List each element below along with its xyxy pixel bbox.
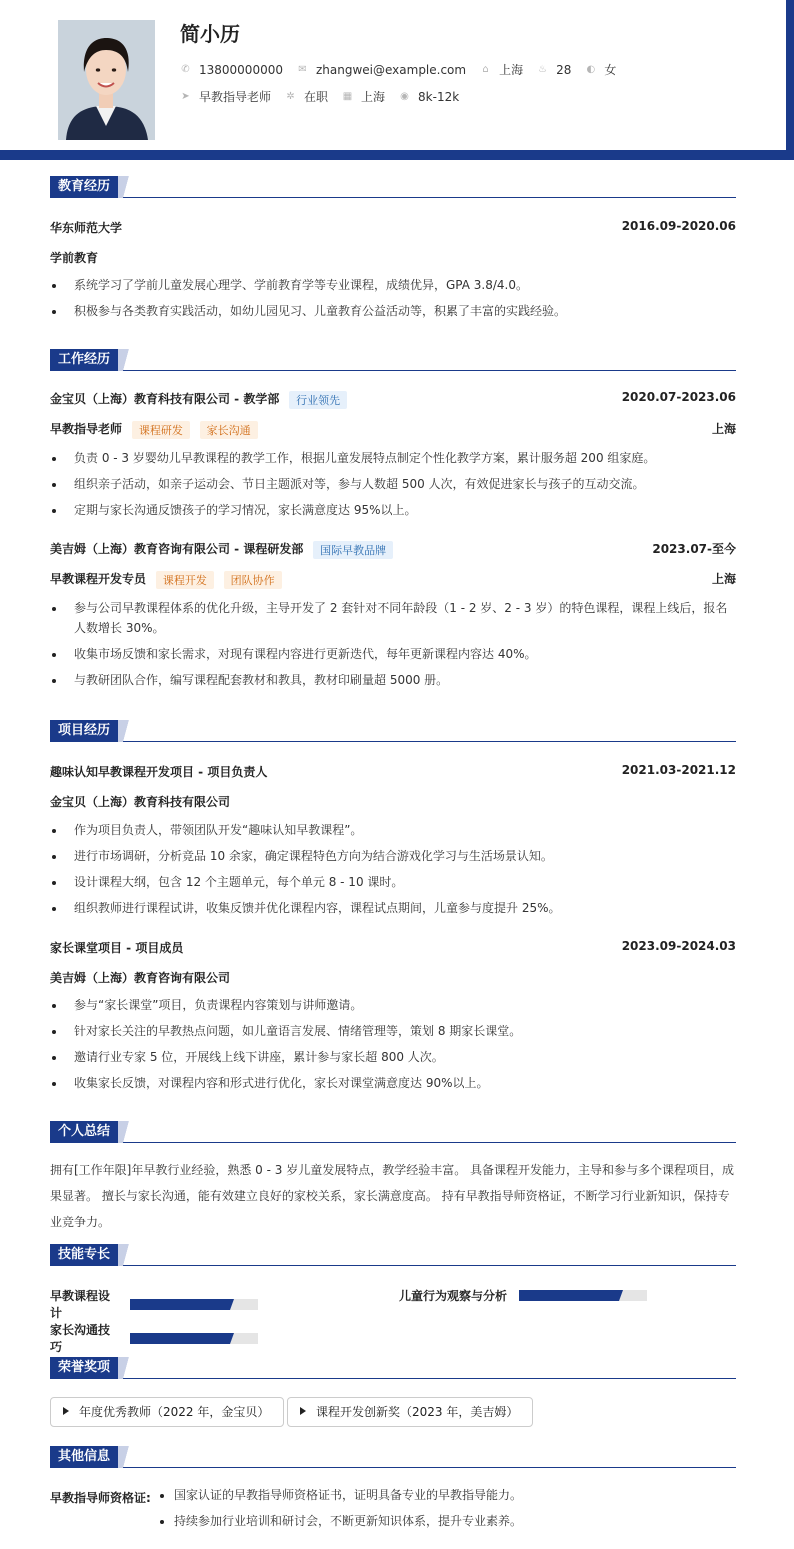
skill-tag: 家长沟通: [200, 421, 258, 439]
list-item: 参与“家长课堂”项目，负责课程内容策划与讲师邀请。: [50, 995, 736, 1015]
status-value: 在职: [304, 90, 329, 104]
section-title-decoration: [118, 720, 136, 742]
skill-name: 儿童行为观察与分析: [399, 1289, 508, 1303]
list-item: 持续参加行业培训和研讨会，不断更新知识体系，提升专业素养。: [158, 1511, 736, 1531]
section-summary: [50, 1121, 736, 1143]
skill-tag: 课程开发: [156, 571, 214, 589]
list-item: 针对家长关注的早教热点问题，如儿童语言发展、情绪管理等，策划 8 期家长课堂。: [50, 1021, 736, 1041]
list-item: 设计课程大纲，包含 12 个主题单元，每个单元 8 - 10 课时。: [50, 872, 736, 892]
project-2-header: [50, 939, 736, 956]
resume-name: 简小历: [180, 22, 240, 46]
education-major-row: [50, 249, 736, 266]
section-education: [50, 176, 736, 198]
phone-value: 13800000000: [199, 62, 283, 77]
list-item: 进行市场调研，分析竞品 10 余家，确定课程特色方向为结合游戏化学习与生活场景认知。: [50, 846, 736, 866]
company-name: 金宝贝（上海）教育科技有限公司 - 教学部: [50, 392, 280, 406]
award-item: [287, 1397, 533, 1427]
company-badge: 行业领先: [289, 391, 347, 409]
project-period: 2021.03-2021.12: [621, 763, 736, 777]
list-item: 定期与家长沟通反馈孩子的学习情况，家长满意度达 95%以上。: [50, 500, 736, 520]
list-item: 组织亲子活动，如亲子运动会、节日主题派对等，参与人数超 500 人次，有效促进家长与孩子的互动交流。: [50, 474, 736, 494]
certificate-label: 早教指导师资格证:: [50, 1491, 151, 1505]
age-value: 28: [556, 62, 572, 77]
section-title: 工作经历: [50, 349, 118, 371]
section-title-decoration: [118, 1446, 136, 1468]
mail-icon: ✉: [298, 64, 307, 75]
triangle-icon: [300, 1407, 306, 1415]
skill-bar-fill: [130, 1333, 230, 1344]
section-title-decoration: [118, 1357, 136, 1379]
list-item: 收集家长反馈，对课程内容和形式进行优化，家长对课堂满意度达 90%以上。: [50, 1073, 736, 1093]
list-item: 系统学习了学前儿童发展心理学、学前教育学等专业课程，成绩优异，GPA 3.8/4.0。: [50, 275, 736, 295]
section-title-decoration: [118, 1121, 136, 1143]
project-period: 2023.09-2024.03: [621, 939, 736, 953]
avatar: [58, 20, 155, 140]
section-title: 技能专长: [50, 1244, 118, 1266]
salary: [399, 90, 459, 104]
work-period: 2020.07-2023.06: [621, 390, 736, 404]
company-name: 美吉姆（上海）教育咨询有限公司 - 课程研发部: [50, 542, 304, 556]
school-name: 华东师范大学: [50, 221, 123, 235]
work-2-bullets: [50, 598, 736, 696]
list-item: 参与公司早教课程体系的优化升级，主导开发了 2 套针对不同年龄段（1 - 2 岁、2 - 3 岁）的特色课程，课程上线后，报名人数增长 30%。: [50, 598, 736, 638]
job-row: [180, 88, 473, 105]
project-org: 美吉姆（上海）教育咨询有限公司: [50, 971, 231, 985]
list-item: 组织教师进行课程试讲，收集反馈并优化课程内容，课程试点期间，儿童参与度提升 25%。: [50, 898, 736, 918]
phone: [180, 63, 283, 77]
age: [537, 63, 571, 77]
skill-name: 早教课程设计: [50, 1289, 111, 1320]
skill-bar: [519, 1290, 647, 1301]
avatar-photo: [58, 20, 155, 140]
project-1-bullets: [50, 820, 736, 924]
section-title-decoration: [118, 176, 136, 198]
gender-value: 女: [604, 63, 617, 77]
section-title: 个人总结: [50, 1121, 118, 1143]
target-city-value: 上海: [361, 90, 386, 104]
education-period: 2016.09-2020.06: [621, 219, 736, 233]
work-period: 2023.07-至今: [652, 542, 736, 556]
contact-row: [180, 61, 630, 78]
cake-icon: ♨: [538, 64, 548, 75]
skill-item: [50, 1287, 258, 1321]
send-icon: ➤: [181, 91, 190, 102]
certificate-bullets: [158, 1485, 736, 1537]
list-item: 积极参与各类教育实践活动，如幼儿园见习、儿童教育公益活动等，积累了丰富的实践经验。: [50, 301, 736, 321]
header-accent: [0, 0, 794, 160]
home-icon: ⌂: [482, 64, 489, 75]
skill-tag: 团队协作: [224, 571, 282, 589]
work-1-role-row: [50, 420, 736, 439]
skill-item: [399, 1287, 647, 1304]
header: [0, 0, 786, 150]
role-title: 早教课程开发专员: [50, 572, 147, 586]
skill-bar: [130, 1333, 258, 1344]
resume-body: [8, 160, 786, 1549]
status: [285, 88, 328, 105]
project-title: 家长课堂项目 - 项目成员: [50, 941, 184, 955]
work-city: 上海: [711, 572, 736, 586]
work-city: 上海: [711, 422, 736, 436]
section-title: 其他信息: [50, 1446, 118, 1468]
skill-tag: 课程研发: [132, 421, 190, 439]
job-title-value: 早教指导老师: [199, 90, 272, 104]
skill-name: 家长沟通技巧: [50, 1323, 111, 1354]
section-skills: [50, 1244, 736, 1266]
sun-icon: ✲: [286, 91, 295, 102]
section-awards: [50, 1357, 736, 1379]
building-icon: ▦: [342, 91, 353, 102]
project-title: 趣味认知早教课程开发项目 - 项目负责人: [50, 765, 268, 779]
list-item: 作为项目负责人，带领团队开发“趣味认知早教课程”。: [50, 820, 736, 840]
company-badge: 国际早教品牌: [313, 541, 393, 559]
work-2-header: [50, 540, 736, 559]
skill-item: [50, 1321, 258, 1355]
skill-bar-fill: [519, 1290, 619, 1301]
education-bullets: [50, 275, 736, 327]
award-text: 年度优秀教师（2022 年，金宝贝）: [79, 1405, 270, 1419]
section-other: [50, 1446, 736, 1468]
project-2-org-row: [50, 969, 736, 986]
project-1-header: [50, 763, 736, 780]
project-2-bullets: [50, 995, 736, 1099]
award-text: 课程开发创新奖（2023 年，美吉姆）: [316, 1405, 519, 1419]
skill-bar: [130, 1299, 258, 1310]
coin-icon: ◉: [400, 91, 409, 102]
email-value: zhangwei@example.com: [315, 62, 467, 77]
gender: [585, 61, 616, 78]
target-city: [342, 88, 385, 105]
list-item: 国家认证的早教指导师资格证书，证明具备专业的早教指导能力。: [158, 1485, 736, 1505]
salary-value: 8k-12k: [418, 89, 460, 104]
section-title: 项目经历: [50, 720, 118, 742]
role-title: 早教指导老师: [50, 422, 123, 436]
work-1-header: [50, 390, 736, 409]
section-title: 教育经历: [50, 176, 118, 198]
major: 学前教育: [50, 251, 99, 265]
project-org: 金宝贝（上海）教育科技有限公司: [50, 795, 231, 809]
location-value: 上海: [499, 63, 524, 77]
job-title: [180, 88, 271, 105]
location: [480, 61, 523, 78]
list-item: 与教研团队合作，编写课程配套教材和教具，教材印刷量超 5000 册。: [50, 670, 736, 690]
list-item: 邀请行业专家 5 位，开展线上线下讲座，累计参与家长超 800 人次。: [50, 1047, 736, 1067]
email: [297, 63, 466, 77]
list-item: 收集市场反馈和家长需求，对现有课程内容进行更新迭代，每年更新课程内容达 40%。: [50, 644, 736, 664]
triangle-icon: [63, 1407, 69, 1415]
work-1-bullets: [50, 448, 736, 526]
phone-icon: ✆: [181, 64, 190, 75]
work-2-role-row: [50, 570, 736, 589]
list-item: 负责 0 - 3 岁婴幼儿早教课程的教学工作，根据儿童发展特点制定个性化教学方案，累计服务超 200 组家庭。: [50, 448, 736, 468]
section-title: 荣誉奖项: [50, 1357, 118, 1379]
section-title-decoration: [118, 349, 136, 371]
skill-bar-fill: [130, 1299, 230, 1310]
section-title-decoration: [118, 1244, 136, 1266]
section-work: [50, 349, 736, 371]
education-header: [50, 219, 736, 236]
section-projects: [50, 720, 736, 742]
gender-icon: ◐: [586, 64, 596, 75]
project-1-org-row: [50, 793, 736, 810]
award-item: [50, 1397, 284, 1427]
summary-text: 拥有[工作年限]年早教行业经验，熟悉 0 - 3 岁儿童发展特点，教学经验丰富。 具备课程开发能力，主导和参与多个课程项目，成果显著。 擅长与家长沟通，能有效建立良好的家校关系，家长满意度高。 持有早教指导师资格证，不断学习行业新知识，保持专业竞争力。: [50, 1163, 735, 1229]
